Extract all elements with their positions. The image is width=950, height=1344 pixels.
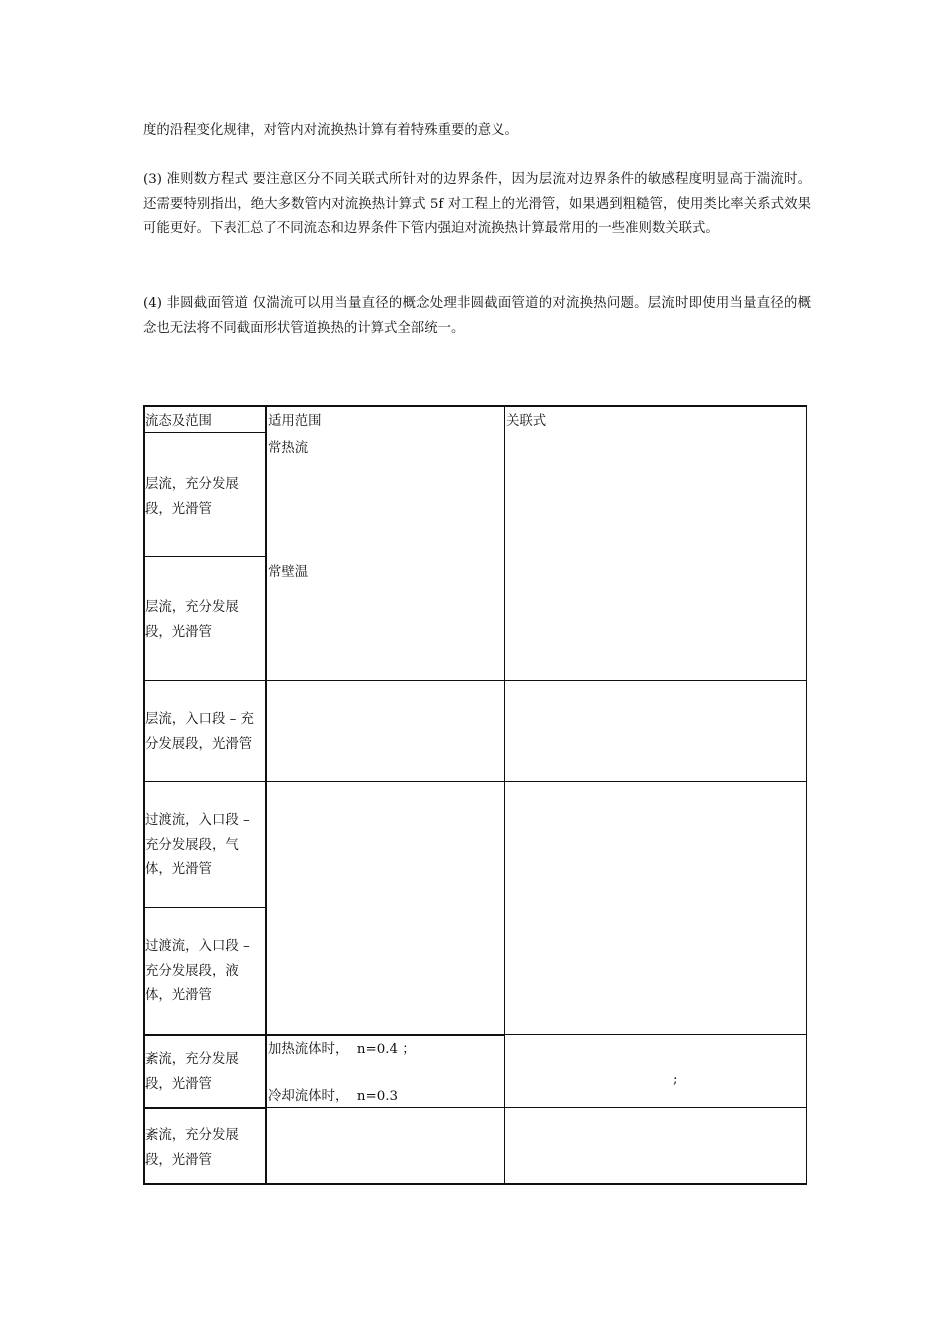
header-regime: 流态及范围 xyxy=(145,414,212,429)
row-line xyxy=(143,680,807,681)
table-border-bottom xyxy=(143,1183,807,1185)
table-border-right xyxy=(806,405,807,1185)
header-scope: 适用范围 xyxy=(268,414,322,429)
row-line xyxy=(143,1034,505,1036)
row-line xyxy=(143,907,266,908)
table-row-regime: 层流，入口段 – 充分发展段，光滑管 xyxy=(145,712,254,752)
table-divider-col2 xyxy=(504,405,505,1185)
table-row-regime: 层流，充分发展段，光滑管 xyxy=(145,600,239,640)
row-line xyxy=(505,1034,807,1035)
correlation-table xyxy=(143,405,807,1185)
table-row-regime: 层流，充分发展段，光滑管 xyxy=(145,477,239,517)
table-row-regime: 过渡流，入口段 – 充分发展段，液体，光滑管 xyxy=(145,939,250,1003)
table-row-regime: 紊流，充分发展段，光滑管 xyxy=(145,1052,239,1092)
table-row-scope-heating: 加热流体时， n=0.4 ； xyxy=(268,1042,416,1057)
paragraph-noncircular-ducts: (4) 非圆截面管道 仅湍流可以用当量直径的概念处理非圆截面管道的对流换热问题。层流时即使用当量直径的概念也无法将不同截面形状管道换热的计算式全部统一。 xyxy=(143,296,811,336)
paragraph-text: 度的沿程变化规律，对管内对流换热计算有着特殊重要的意义。 xyxy=(143,123,518,138)
paragraph-criterion-equations: (3) 准则数方程式 要注意区分不同关联式所针对的边界条件，因为层流对边界条件的敏感程度明显高于湍流时。还需要特别指出，绝大多数管内对流换热计算式 5f 对工程上的光滑管，如果遇到粗糙管，使用类比率关系式效果可能更好。下表汇总了不同流态和边界条件下管内强迫对流换热计算最常用的一些准则数关联式。 xyxy=(143,172,811,236)
table-row-scope: 常壁温 xyxy=(268,565,309,580)
table-row-regime: 过渡流，入口段 – 充分发展段，气体，光滑管 xyxy=(145,813,250,877)
table-row-regime: 紊流，充分发展段，光滑管 xyxy=(145,1128,239,1168)
table-border-top xyxy=(143,405,807,407)
header-formula: 关联式 xyxy=(506,414,547,429)
row-line xyxy=(143,556,266,557)
row-line xyxy=(143,1107,266,1109)
table-row-scope-cooling: 冷却流体时， n=0.3 xyxy=(268,1089,398,1104)
row-line xyxy=(143,781,807,782)
table-row-scope: 常热流 xyxy=(268,441,309,456)
table-row-formula: ; xyxy=(673,1072,678,1087)
table-divider-col1 xyxy=(265,405,267,1185)
